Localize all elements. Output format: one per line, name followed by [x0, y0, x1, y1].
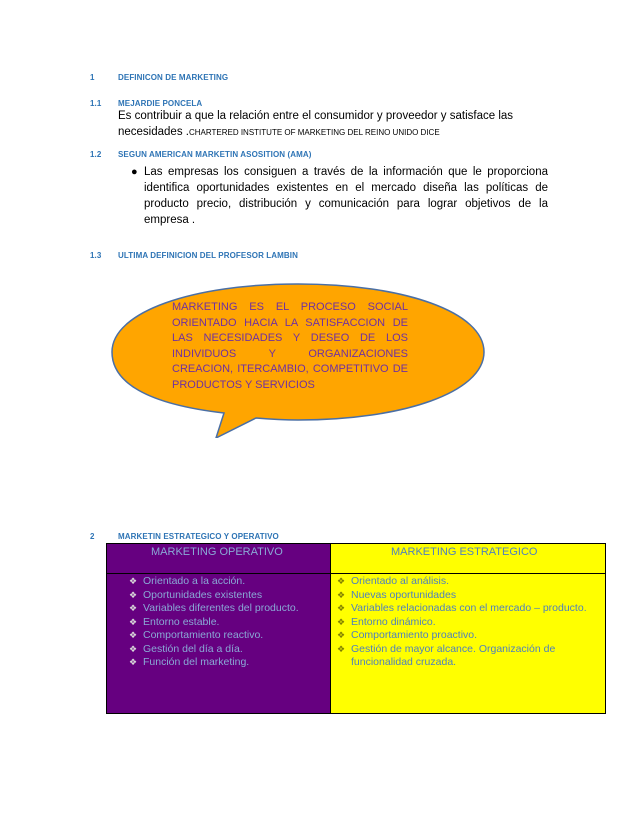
heading-1-3	[90, 251, 298, 260]
heading-1-1	[90, 99, 202, 108]
operativo-list	[129, 575, 329, 670]
list-item: ❖ Orientado al análisis.	[337, 575, 450, 587]
list-item: ❖ Nuevas oportunidades	[337, 588, 457, 601]
list-item: ❖ Variables diferentes del producto.	[129, 602, 299, 614]
heading-number: 2	[90, 532, 95, 541]
diamond-star-icon: ❖	[337, 616, 346, 627]
list-item: ❖ Gestión de mayor alcance. Organización de funcionalidad cruzada.	[337, 642, 556, 668]
heading-1-2	[90, 150, 312, 159]
ama-bullet-text: Las empresas los consiguen a través de la información que le proporciona identifica oportunidades existentes en el mercado diseña las políticas de producto precio, distribución y comunicación para lograr objetivos de la empresa .	[144, 166, 548, 226]
estrategico-column	[331, 544, 605, 713]
diamond-star-icon: ❖	[337, 576, 346, 586]
diamond-star-icon: ❖	[129, 643, 138, 654]
diamond-star-icon: ❖	[129, 616, 138, 627]
list-item: ❖ Oportunidades existentes	[129, 588, 263, 601]
heading-number: 1.3	[90, 251, 102, 260]
heading-number: 1.2	[90, 150, 102, 159]
heading-title: SEGUN AMERICAN MARKETIN ASOSITION (AMA)	[118, 150, 312, 159]
diamond-star-icon: ❖	[129, 657, 138, 667]
estrategico-list	[337, 575, 601, 670]
operativo-column	[107, 544, 331, 713]
diamond-star-icon: ❖	[337, 643, 346, 654]
heading-2	[90, 532, 279, 541]
diamond-star-icon: ❖	[337, 630, 346, 640]
list-item: ❖ Gestión del día a día.	[129, 642, 243, 655]
definition-body: Es contribuir a que la relación entre el consumidor y proveedor y satisface las necesidades .	[118, 110, 514, 138]
heading-1	[90, 73, 228, 82]
diamond-star-icon: ❖	[129, 603, 138, 613]
heading-title: ULTIMA DEFINICION DEL PROFESOR LAMBIN	[118, 251, 298, 260]
heading-title: MEJARDIE PONCELA	[118, 99, 203, 108]
heading-title: DEFINICON DE MARKETING	[118, 73, 229, 82]
heading-title: MARKETIN ESTRATEGICO Y OPERATIVO	[118, 532, 279, 541]
list-item: ❖ Entorno dinámico.	[337, 615, 436, 628]
list-item: ❖ Entorno estable.	[129, 615, 220, 628]
diamond-star-icon: ❖	[337, 589, 346, 600]
list-item: ❖ Comportamiento reactivo.	[129, 629, 264, 641]
diamond-star-icon: ❖	[129, 589, 138, 600]
list-item: ❖ Variables relacionadas con el mercado – producto.	[337, 602, 587, 614]
estrategico-header: MARKETING ESTRATEGICO	[331, 544, 605, 574]
diamond-star-icon: ❖	[129, 576, 138, 586]
definition-paragraph-1-1	[118, 108, 518, 141]
list-item: ❖ Orientado a la acción.	[129, 575, 246, 587]
diamond-star-icon: ❖	[337, 603, 346, 613]
heading-number: 1.1	[90, 99, 102, 108]
list-item: ❖ Función del marketing.	[129, 656, 250, 668]
diamond-star-icon: ❖	[129, 630, 138, 640]
operativo-header: MARKETING OPERATIVO	[107, 544, 330, 574]
comparison-table	[106, 543, 606, 714]
lambin-definition: MARKETING ES EL PROCESO SOCIAL ORIENTADO HACIA LA SATISFACCION DE LAS NECESIDADES Y DESEO DE LOS INDIVIDUOS Y ORGANIZACIONES CREACION, ITERCAMBIO, COMPETITIVO DE PRODUCTOS Y SERVICIOS	[172, 301, 408, 391]
ama-bullet	[131, 164, 548, 228]
heading-number: 1	[90, 73, 95, 82]
definition-source: CHARTERED INSTITUTE OF MARKETING DEL REINO UNIDO DICE	[188, 128, 440, 137]
bullet-dot-icon: ●	[131, 166, 138, 178]
list-item: ❖ Comportamiento proactivo.	[337, 629, 478, 641]
